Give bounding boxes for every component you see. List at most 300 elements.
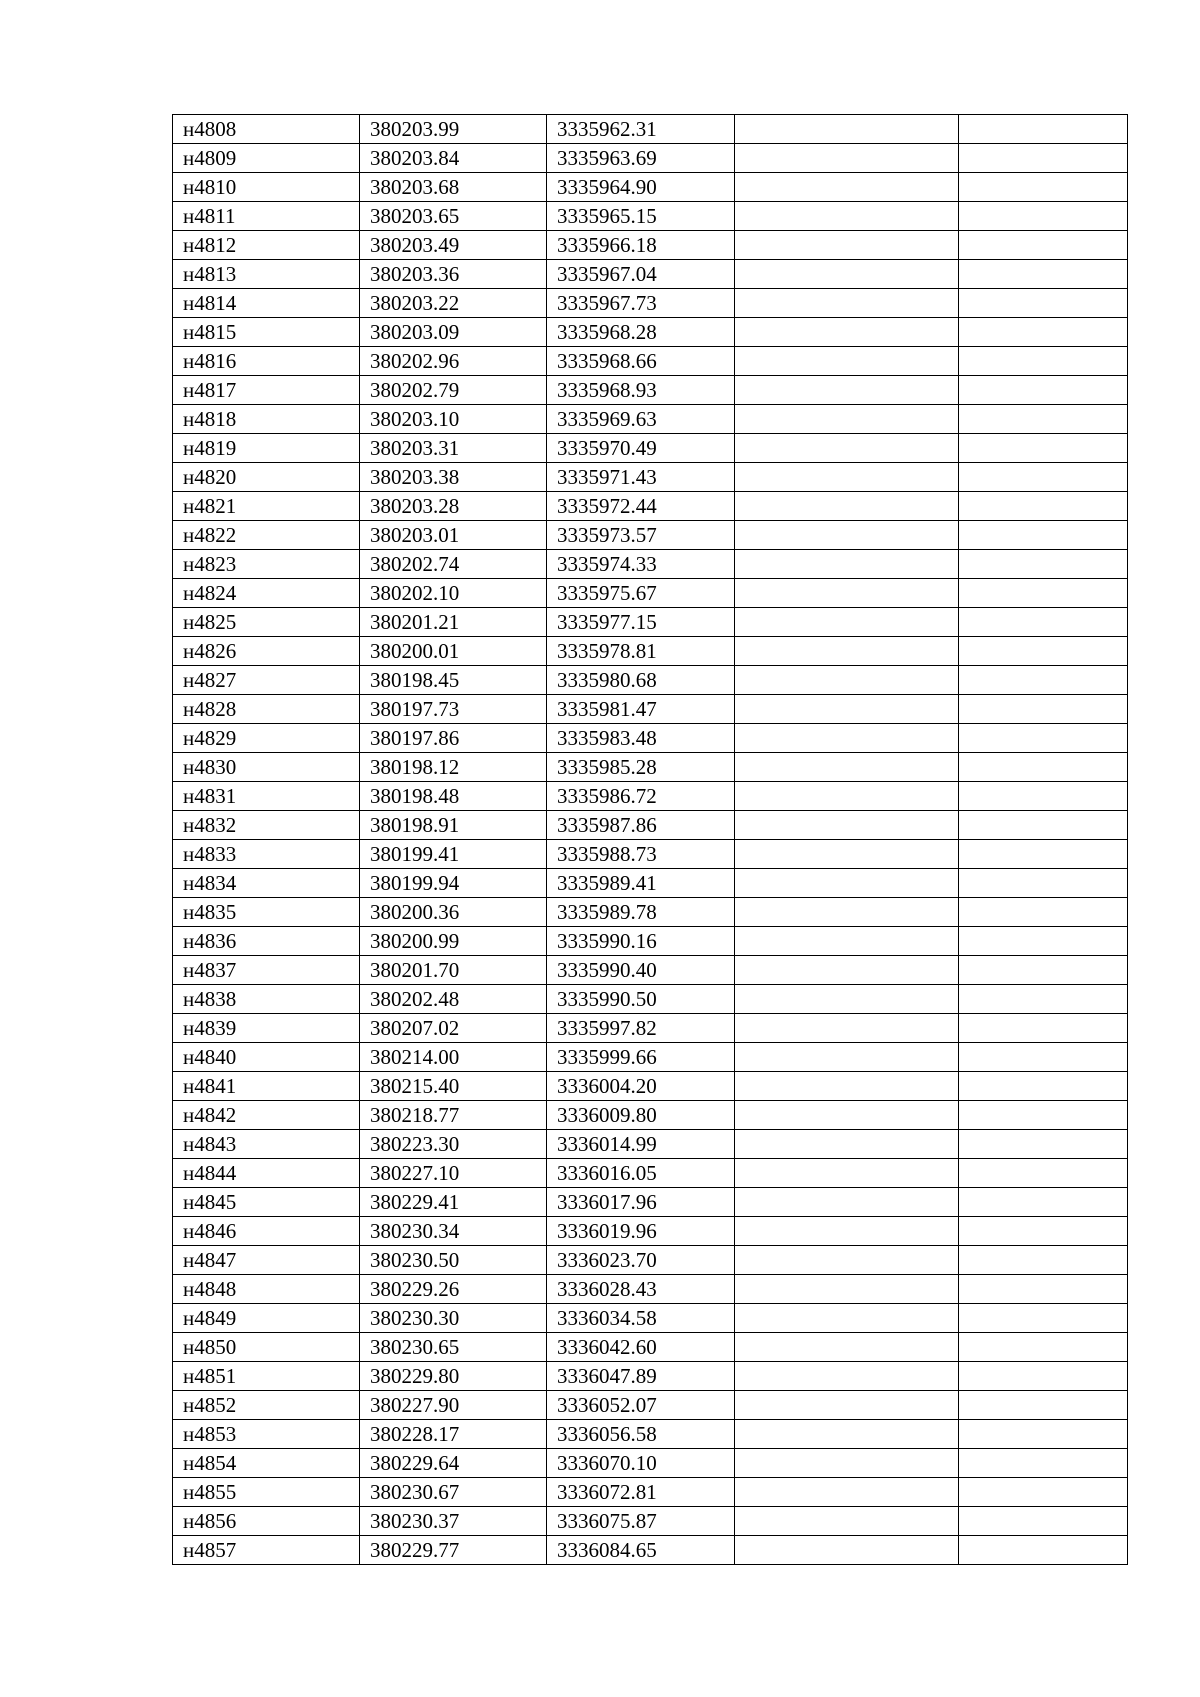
table-row <box>173 869 1128 898</box>
x-coordinate-cell: 380201.21 <box>360 608 547 637</box>
table-row <box>173 956 1128 985</box>
point-id-cell: н4847 <box>173 1246 360 1275</box>
x-coordinate-cell: 380203.28 <box>360 492 547 521</box>
blank-cell <box>735 1420 959 1449</box>
blank-cell <box>959 1391 1128 1420</box>
x-coordinate-cell: 380197.86 <box>360 724 547 753</box>
table-row <box>173 840 1128 869</box>
blank-cell <box>959 1014 1128 1043</box>
x-coordinate-cell: 380202.96 <box>360 347 547 376</box>
y-coordinate-cell: 3336072.81 <box>547 1478 735 1507</box>
blank-cell <box>735 318 959 347</box>
table-row <box>173 724 1128 753</box>
y-coordinate-cell: 3335968.28 <box>547 318 735 347</box>
blank-cell <box>735 1246 959 1275</box>
x-coordinate-cell: 380229.64 <box>360 1449 547 1478</box>
y-coordinate-cell: 3335962.31 <box>547 115 735 144</box>
blank-cell <box>735 1130 959 1159</box>
blank-cell <box>735 985 959 1014</box>
x-coordinate-cell: 380229.80 <box>360 1362 547 1391</box>
y-coordinate-cell: 3335989.41 <box>547 869 735 898</box>
table-row <box>173 1043 1128 1072</box>
x-coordinate-cell: 380218.77 <box>360 1101 547 1130</box>
table-row <box>173 1536 1128 1565</box>
x-coordinate-cell: 380199.94 <box>360 869 547 898</box>
x-coordinate-cell: 380200.01 <box>360 637 547 666</box>
y-coordinate-cell: 3335987.86 <box>547 811 735 840</box>
x-coordinate-cell: 380227.10 <box>360 1159 547 1188</box>
blank-cell <box>959 1072 1128 1101</box>
table-row <box>173 1101 1128 1130</box>
table-row <box>173 666 1128 695</box>
blank-cell <box>959 666 1128 695</box>
point-id-cell: н4841 <box>173 1072 360 1101</box>
blank-cell <box>959 289 1128 318</box>
blank-cell <box>959 521 1128 550</box>
table-row <box>173 115 1128 144</box>
blank-cell <box>735 637 959 666</box>
y-coordinate-cell: 3335975.67 <box>547 579 735 608</box>
blank-cell <box>735 260 959 289</box>
blank-cell <box>959 376 1128 405</box>
x-coordinate-cell: 380229.26 <box>360 1275 547 1304</box>
point-id-cell: н4836 <box>173 927 360 956</box>
blank-cell <box>735 1478 959 1507</box>
blank-cell <box>735 1333 959 1362</box>
x-coordinate-cell: 380203.31 <box>360 434 547 463</box>
blank-cell <box>735 1217 959 1246</box>
point-id-cell: н4831 <box>173 782 360 811</box>
table-row <box>173 927 1128 956</box>
table-row <box>173 1478 1128 1507</box>
table-row <box>173 1246 1128 1275</box>
point-id-cell: н4816 <box>173 347 360 376</box>
table-row <box>173 550 1128 579</box>
table-row <box>173 811 1128 840</box>
point-id-cell: н4856 <box>173 1507 360 1536</box>
blank-cell <box>959 782 1128 811</box>
table-row <box>173 376 1128 405</box>
point-id-cell: н4826 <box>173 637 360 666</box>
x-coordinate-cell: 380200.99 <box>360 927 547 956</box>
table-row <box>173 1304 1128 1333</box>
blank-cell <box>735 1449 959 1478</box>
blank-cell <box>959 318 1128 347</box>
point-id-cell: н4828 <box>173 695 360 724</box>
blank-cell <box>735 927 959 956</box>
x-coordinate-cell: 380198.91 <box>360 811 547 840</box>
blank-cell <box>959 898 1128 927</box>
table-row <box>173 579 1128 608</box>
y-coordinate-cell: 3335978.81 <box>547 637 735 666</box>
table-row <box>173 1217 1128 1246</box>
blank-cell <box>959 1478 1128 1507</box>
point-id-cell: н4838 <box>173 985 360 1014</box>
x-coordinate-cell: 380199.41 <box>360 840 547 869</box>
blank-cell <box>735 231 959 260</box>
table-row <box>173 144 1128 173</box>
table-row <box>173 521 1128 550</box>
x-coordinate-cell: 380203.65 <box>360 202 547 231</box>
y-coordinate-cell: 3335985.28 <box>547 753 735 782</box>
blank-cell <box>959 202 1128 231</box>
y-coordinate-cell: 3335977.15 <box>547 608 735 637</box>
blank-cell <box>735 550 959 579</box>
table-row <box>173 202 1128 231</box>
y-coordinate-cell: 3335969.63 <box>547 405 735 434</box>
point-id-cell: н4835 <box>173 898 360 927</box>
point-id-cell: н4855 <box>173 1478 360 1507</box>
blank-cell <box>735 608 959 637</box>
blank-cell <box>959 405 1128 434</box>
y-coordinate-cell: 3336052.07 <box>547 1391 735 1420</box>
blank-cell <box>735 869 959 898</box>
blank-cell <box>959 1304 1128 1333</box>
y-coordinate-cell: 3335990.16 <box>547 927 735 956</box>
y-coordinate-cell: 3335967.73 <box>547 289 735 318</box>
blank-cell <box>735 1043 959 1072</box>
point-id-cell: н4825 <box>173 608 360 637</box>
blank-cell <box>959 173 1128 202</box>
point-id-cell: н4810 <box>173 173 360 202</box>
y-coordinate-cell: 3335974.33 <box>547 550 735 579</box>
table-row <box>173 1362 1128 1391</box>
blank-cell <box>735 753 959 782</box>
blank-cell <box>959 434 1128 463</box>
point-id-cell: н4808 <box>173 115 360 144</box>
y-coordinate-cell: 3335968.66 <box>547 347 735 376</box>
y-coordinate-cell: 3336016.05 <box>547 1159 735 1188</box>
blank-cell <box>735 1391 959 1420</box>
blank-cell <box>735 1304 959 1333</box>
table-row <box>173 1188 1128 1217</box>
point-id-cell: н4833 <box>173 840 360 869</box>
blank-cell <box>735 492 959 521</box>
blank-cell <box>959 695 1128 724</box>
table-row <box>173 1014 1128 1043</box>
x-coordinate-cell: 380203.36 <box>360 260 547 289</box>
blank-cell <box>735 579 959 608</box>
blank-cell <box>959 492 1128 521</box>
x-coordinate-cell: 380202.10 <box>360 579 547 608</box>
blank-cell <box>959 1043 1128 1072</box>
blank-cell <box>735 289 959 318</box>
table-row <box>173 695 1128 724</box>
y-coordinate-cell: 3335999.66 <box>547 1043 735 1072</box>
y-coordinate-cell: 3336047.89 <box>547 1362 735 1391</box>
table-row <box>173 463 1128 492</box>
blank-cell <box>735 1014 959 1043</box>
y-coordinate-cell: 3336070.10 <box>547 1449 735 1478</box>
point-id-cell: н4846 <box>173 1217 360 1246</box>
blank-cell <box>959 637 1128 666</box>
y-coordinate-cell: 3335981.47 <box>547 695 735 724</box>
blank-cell <box>735 115 959 144</box>
x-coordinate-cell: 380203.10 <box>360 405 547 434</box>
point-id-cell: н4818 <box>173 405 360 434</box>
point-id-cell: н4812 <box>173 231 360 260</box>
blank-cell <box>959 1246 1128 1275</box>
blank-cell <box>959 956 1128 985</box>
blank-cell <box>959 463 1128 492</box>
blank-cell <box>735 1507 959 1536</box>
blank-cell <box>735 840 959 869</box>
blank-cell <box>735 724 959 753</box>
x-coordinate-cell: 380215.40 <box>360 1072 547 1101</box>
blank-cell <box>959 1217 1128 1246</box>
blank-cell <box>959 927 1128 956</box>
table-row <box>173 231 1128 260</box>
point-id-cell: н4854 <box>173 1449 360 1478</box>
y-coordinate-cell: 3336084.65 <box>547 1536 735 1565</box>
x-coordinate-cell: 380229.41 <box>360 1188 547 1217</box>
blank-cell <box>735 666 959 695</box>
blank-cell <box>735 1536 959 1565</box>
x-coordinate-cell: 380200.36 <box>360 898 547 927</box>
x-coordinate-cell: 380203.68 <box>360 173 547 202</box>
blank-cell <box>959 724 1128 753</box>
y-coordinate-cell: 3336004.20 <box>547 1072 735 1101</box>
table-row <box>173 985 1128 1014</box>
x-coordinate-cell: 380230.37 <box>360 1507 547 1536</box>
point-id-cell: н4829 <box>173 724 360 753</box>
blank-cell <box>959 115 1128 144</box>
x-coordinate-cell: 380230.34 <box>360 1217 547 1246</box>
blank-cell <box>959 1159 1128 1188</box>
blank-cell <box>959 753 1128 782</box>
table-row <box>173 1072 1128 1101</box>
blank-cell <box>959 144 1128 173</box>
table-row <box>173 1449 1128 1478</box>
y-coordinate-cell: 3335988.73 <box>547 840 735 869</box>
y-coordinate-cell: 3335990.40 <box>547 956 735 985</box>
x-coordinate-cell: 380230.30 <box>360 1304 547 1333</box>
y-coordinate-cell: 3336017.96 <box>547 1188 735 1217</box>
y-coordinate-cell: 3335971.43 <box>547 463 735 492</box>
blank-cell <box>735 202 959 231</box>
y-coordinate-cell: 3335968.93 <box>547 376 735 405</box>
blank-cell <box>735 405 959 434</box>
y-coordinate-cell: 3336056.58 <box>547 1420 735 1449</box>
table-row <box>173 405 1128 434</box>
x-coordinate-cell: 380198.45 <box>360 666 547 695</box>
table-row <box>173 1391 1128 1420</box>
blank-cell <box>735 695 959 724</box>
blank-cell <box>959 347 1128 376</box>
point-id-cell: н4819 <box>173 434 360 463</box>
point-id-cell: н4843 <box>173 1130 360 1159</box>
x-coordinate-cell: 380227.90 <box>360 1391 547 1420</box>
x-coordinate-cell: 380230.50 <box>360 1246 547 1275</box>
y-coordinate-cell: 3335973.57 <box>547 521 735 550</box>
point-id-cell: н4824 <box>173 579 360 608</box>
point-id-cell: н4850 <box>173 1333 360 1362</box>
x-coordinate-cell: 380203.38 <box>360 463 547 492</box>
coordinates-table-body <box>173 115 1128 1565</box>
point-id-cell: н4823 <box>173 550 360 579</box>
table-row <box>173 1159 1128 1188</box>
coordinates-table <box>172 114 1128 1565</box>
blank-cell <box>959 869 1128 898</box>
x-coordinate-cell: 380203.84 <box>360 144 547 173</box>
table-row <box>173 753 1128 782</box>
y-coordinate-cell: 3336014.99 <box>547 1130 735 1159</box>
x-coordinate-cell: 380202.74 <box>360 550 547 579</box>
y-coordinate-cell: 3336009.80 <box>547 1101 735 1130</box>
y-coordinate-cell: 3335972.44 <box>547 492 735 521</box>
point-id-cell: н4821 <box>173 492 360 521</box>
point-id-cell: н4817 <box>173 376 360 405</box>
blank-cell <box>735 1159 959 1188</box>
point-id-cell: н4844 <box>173 1159 360 1188</box>
blank-cell <box>959 1188 1128 1217</box>
blank-cell <box>959 1507 1128 1536</box>
x-coordinate-cell: 380198.12 <box>360 753 547 782</box>
point-id-cell: н4809 <box>173 144 360 173</box>
blank-cell <box>959 1130 1128 1159</box>
blank-cell <box>735 1101 959 1130</box>
blank-cell <box>959 579 1128 608</box>
table-row <box>173 173 1128 202</box>
blank-cell <box>735 1362 959 1391</box>
point-id-cell: н4852 <box>173 1391 360 1420</box>
table-row <box>173 1507 1128 1536</box>
blank-cell <box>735 521 959 550</box>
table-row <box>173 318 1128 347</box>
table-row <box>173 492 1128 521</box>
point-id-cell: н4813 <box>173 260 360 289</box>
point-id-cell: н4815 <box>173 318 360 347</box>
y-coordinate-cell: 3336034.58 <box>547 1304 735 1333</box>
blank-cell <box>735 1188 959 1217</box>
blank-cell <box>959 1275 1128 1304</box>
y-coordinate-cell: 3335983.48 <box>547 724 735 753</box>
x-coordinate-cell: 380203.09 <box>360 318 547 347</box>
y-coordinate-cell: 3336075.87 <box>547 1507 735 1536</box>
blank-cell <box>735 347 959 376</box>
blank-cell <box>735 434 959 463</box>
x-coordinate-cell: 380197.73 <box>360 695 547 724</box>
blank-cell <box>959 1449 1128 1478</box>
table-row <box>173 637 1128 666</box>
point-id-cell: н4848 <box>173 1275 360 1304</box>
point-id-cell: н4811 <box>173 202 360 231</box>
table-row <box>173 347 1128 376</box>
x-coordinate-cell: 380214.00 <box>360 1043 547 1072</box>
point-id-cell: н4840 <box>173 1043 360 1072</box>
y-coordinate-cell: 3335980.68 <box>547 666 735 695</box>
blank-cell <box>959 260 1128 289</box>
blank-cell <box>735 898 959 927</box>
y-coordinate-cell: 3336019.96 <box>547 1217 735 1246</box>
table-row <box>173 1275 1128 1304</box>
x-coordinate-cell: 380201.70 <box>360 956 547 985</box>
table-row <box>173 898 1128 927</box>
point-id-cell: н4832 <box>173 811 360 840</box>
blank-cell <box>735 811 959 840</box>
x-coordinate-cell: 380202.48 <box>360 985 547 1014</box>
y-coordinate-cell: 3335986.72 <box>547 782 735 811</box>
table-row <box>173 608 1128 637</box>
point-id-cell: н4834 <box>173 869 360 898</box>
blank-cell <box>959 985 1128 1014</box>
y-coordinate-cell: 3335963.69 <box>547 144 735 173</box>
y-coordinate-cell: 3336023.70 <box>547 1246 735 1275</box>
point-id-cell: н4830 <box>173 753 360 782</box>
point-id-cell: н4837 <box>173 956 360 985</box>
x-coordinate-cell: 380230.67 <box>360 1478 547 1507</box>
point-id-cell: н4839 <box>173 1014 360 1043</box>
table-row <box>173 434 1128 463</box>
y-coordinate-cell: 3335970.49 <box>547 434 735 463</box>
x-coordinate-cell: 380228.17 <box>360 1420 547 1449</box>
table-row <box>173 1130 1128 1159</box>
point-id-cell: н4814 <box>173 289 360 318</box>
y-coordinate-cell: 3335964.90 <box>547 173 735 202</box>
point-id-cell: н4845 <box>173 1188 360 1217</box>
point-id-cell: н4822 <box>173 521 360 550</box>
blank-cell <box>735 144 959 173</box>
blank-cell <box>959 231 1128 260</box>
point-id-cell: н4827 <box>173 666 360 695</box>
blank-cell <box>959 1101 1128 1130</box>
y-coordinate-cell: 3336028.43 <box>547 1275 735 1304</box>
blank-cell <box>959 1536 1128 1565</box>
point-id-cell: н4851 <box>173 1362 360 1391</box>
y-coordinate-cell: 3335965.15 <box>547 202 735 231</box>
y-coordinate-cell: 3335966.18 <box>547 231 735 260</box>
point-id-cell: н4820 <box>173 463 360 492</box>
x-coordinate-cell: 380198.48 <box>360 782 547 811</box>
x-coordinate-cell: 380207.02 <box>360 1014 547 1043</box>
blank-cell <box>735 376 959 405</box>
blank-cell <box>959 608 1128 637</box>
x-coordinate-cell: 380203.22 <box>360 289 547 318</box>
blank-cell <box>735 1072 959 1101</box>
y-coordinate-cell: 3336042.60 <box>547 1333 735 1362</box>
table-row <box>173 1420 1128 1449</box>
blank-cell <box>959 1420 1128 1449</box>
x-coordinate-cell: 380229.77 <box>360 1536 547 1565</box>
blank-cell <box>959 1362 1128 1391</box>
x-coordinate-cell: 380230.65 <box>360 1333 547 1362</box>
blank-cell <box>735 173 959 202</box>
blank-cell <box>735 463 959 492</box>
blank-cell <box>735 956 959 985</box>
blank-cell <box>959 1333 1128 1362</box>
table-row <box>173 260 1128 289</box>
x-coordinate-cell: 380223.30 <box>360 1130 547 1159</box>
point-id-cell: н4853 <box>173 1420 360 1449</box>
table-row <box>173 782 1128 811</box>
y-coordinate-cell: 3335967.04 <box>547 260 735 289</box>
blank-cell <box>959 550 1128 579</box>
point-id-cell: н4849 <box>173 1304 360 1333</box>
blank-cell <box>959 811 1128 840</box>
blank-cell <box>735 782 959 811</box>
x-coordinate-cell: 380203.49 <box>360 231 547 260</box>
point-id-cell: н4842 <box>173 1101 360 1130</box>
y-coordinate-cell: 3335997.82 <box>547 1014 735 1043</box>
blank-cell <box>735 1275 959 1304</box>
point-id-cell: н4857 <box>173 1536 360 1565</box>
x-coordinate-cell: 380203.01 <box>360 521 547 550</box>
table-row <box>173 1333 1128 1362</box>
table-row <box>173 289 1128 318</box>
x-coordinate-cell: 380202.79 <box>360 376 547 405</box>
x-coordinate-cell: 380203.99 <box>360 115 547 144</box>
y-coordinate-cell: 3335990.50 <box>547 985 735 1014</box>
